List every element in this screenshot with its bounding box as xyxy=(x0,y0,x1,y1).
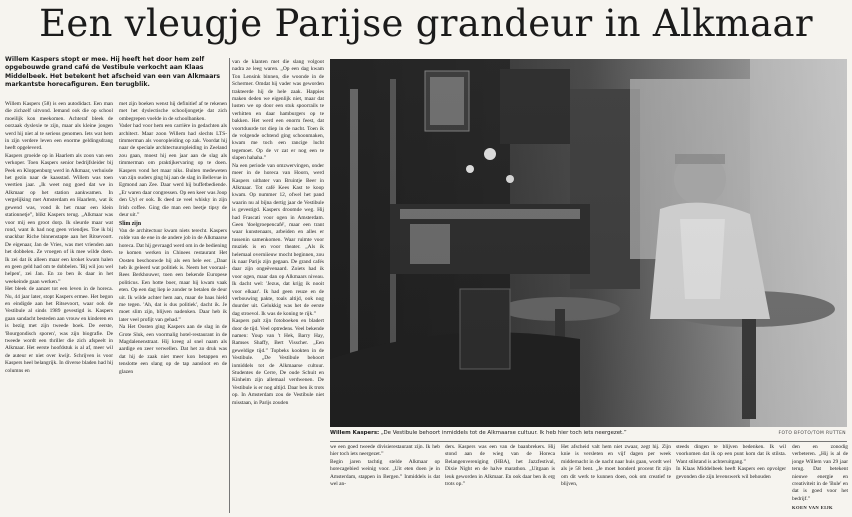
photo-credit: FOTO BFOTO/TOM RUTTEN xyxy=(778,431,846,436)
caption-quote: „De Vestibule behoort inmiddels tot de Alkmaarse cultuur. Ik heb hier toch iets neergezet.” xyxy=(379,430,627,436)
paragraph: steeds dingen te blijven bedenken. Ik wil voorkomen dat ik op een punt kom dat ik stilsta. Want stilstand is achteruitgang.” xyxy=(676,444,786,465)
article-column-6 xyxy=(445,444,555,514)
cafe-interior-photo xyxy=(330,59,847,427)
paragraph: Na een periode van omzwervingen, onder meer in de horeca van Hoorn, werd Kaspers uitbater van Bruintje Beer in Alkmaar. Tot café Kees Kast te koop kwam. Op nummer 12, ofwel het pand waarin nu al bijna dertig jaar de Vestibule is gevestigd. Kaspers droomde weg. Hij had Frascati voor ogen in Amsterdam. Geen 'doelgroepencafé', maar een trant waar kunstenaars, arbeiden en alles er tussenin samenkomen. Waar ruimte voor muziek is en voor theater. „Als ik helemaal overniieuw mocht beginnen, zou ik naar Parijs zijn gegaan. De grand cafés daar zijn ongeëvenaard. Zoiets had ik voor ogen, maar dan op Alkmaars niveau. Ik dacht wel: 'Jezus, dat krijg ik nooit voor elkaar'. Ik had geen reuze en de verbouwing pakte, toals altijd, ook nog duurder uit. Gelukkig was het de eerste dag stroevol. Ik was de koning te rijk.” xyxy=(232,162,324,317)
paragraph: Kaspers groeide op in Haarlem als zoon van een verkoper. Toen Kaspers senior bedrijfsleider bij Peek en Kloppenburg werd in Alkmaar, verhuisde het gezin naar de kaasstad. Willem was toen veertien jaar. „Ik weet nog goed dat we in Alkmaar op het station aankwamen. In vergelijking met Amsterdam en Haarlem, wat ik gewend was, vond ik het maar een klein stationnetje”, blikt Kaspers terug. „Alkmaar was voor mij een groot dorp. Ik sleurde maar wat rond, want ik had nog geen vriendjes. Toe ik bij snackbar Riche binnenstapte aan het Ritsevoort. De eigenaar, Jan de Vries, was met vrienden aan het dobbelen. Ze vroegen of ik mee wilde doen. Ik zei dat ik alleen maar een kroket kwam halen en geen geld had om te dobbelen. 'Bij wil jou wel helpen', zei Jan. En zo ben ik daar in het weekeinde gaan werken.” xyxy=(5,152,113,285)
photo-caption xyxy=(330,430,750,437)
paragraph: we een goed tweede divisierestaurant zijn. Ik heb hier toch iets neergezet.” xyxy=(330,444,440,458)
byline: KOEN VAN EIJK xyxy=(792,505,834,511)
paragraph: met zijn boeken wenst hij definitief af te rekenen met het dyslectische schooljongetje dat zich ombegrepen voelde in de schoolbanken. xyxy=(119,101,227,122)
paragraph: In Klaas Middelbeek heeft Kaspers een opvolger gevonden die zijn levenswerk wil behouden xyxy=(676,466,786,480)
caption-rule xyxy=(330,441,847,442)
paragraph: Van de architectuur kwam niets terecht. Kaspers rolde van de ene in de andere job in de Alkmaarse horeca. Dat hij gevraagd werd om in de bediening te komen werken in Chinees restaurant Het Oosten beschouwde hij als een hele eer. „Daar heb ik geleerd wat politiek is. Neem het vooraal-Rees Berkhouwer, toen een bekende Europese politicus. Een hotte boer, maar hij kwam vaak eten. Op een dag liep ie zonder te betalen de deur uit. Ik wilde achter hem aan, maar de baas hield me tegen. 'Ah, dat is dus politiek', dacht ik. Je moet slim zijn, blijven nadenken. Daar heb ik later veel profijt van gehad.” xyxy=(119,227,227,323)
column-rule xyxy=(229,58,230,513)
subheading: Slim zijn xyxy=(119,220,142,227)
caption-name: Willem Kaspers: xyxy=(330,430,380,436)
article-column-1 xyxy=(5,101,113,513)
article-column-9 xyxy=(792,444,848,514)
article-column-3 xyxy=(232,59,324,513)
paragraph: Vader had voor hem een carrière in gedachten als architect. Maar zoon Willem had slechts LTS-timmerman als vooropleiding op zak. Voordat hij naar de speciale architectuuropleiding in Zeeland zou gaan, moest hij een jaar aan de slag als timmerman om praktijkervaring op te doen. Kaspers vond het maar niks. Buiten medeweten van zijn ouders ging hij aan de slag in Bellevue in Egmond aan Zee. Daar werd hij buffetbediende. „Er waren daar congressen. Op een keer was Joop den Uyl er ook. Ik deed ze veel whisky in zijn Irish coffee. Ging die man een beetje tipsy de deur uit.” xyxy=(119,123,227,219)
article-intro: Willem Kaspers stopt er mee. Hij heeft het door hem zelf opgebouwde grand café de Vestibule verkocht aan Klaas Middelbeek. Het betekent het afscheid van een van Alkmaars markantste horecafiguren. Een terugblik. xyxy=(5,56,221,89)
headline: Een vleugje Parijse grandeur in Alkmaar xyxy=(39,2,813,45)
paragraph: Na Het Oosten ging Kaspers aan de slag in de Grote Sluk, een voormalig hotel-restaurant in de Magdalenenstraat. Hij kreeg al snel naam als aardige en zeer verwellen. Dat het zo druk was dat hij de zaak niet meer kon betappen en tenslotte een slang op de tap aansloot en de glazen xyxy=(119,324,227,375)
paragraph: den en zonodig verbeteren. „Hij is al de jonge Willem van 29 jaar terug. Dat betekent nieuwe energie en creativiteit in de 'Bule' en dat is goed voor het bedrijf.” xyxy=(792,444,848,502)
article-photo xyxy=(330,59,847,427)
article-column-7 xyxy=(561,444,671,514)
paragraph: van de klanten met die slang volgoot nadra ze leeg waren. „Op een dag kwam Ton Lensink binnen, die woonde in de Schermer. Omdat hij vader was geworden trakteerde hij de hele zaak. Happies maken deden we eigenlijk niet, maar dat lusten we op door een stuk spoorrails te verhitten en daar hamburgers op te bakken. Het werd een enorm feest, dat voortduurde tot diep in de nacht. Toen ik de volgende ochtend ging schoonmaken, kwam me toch een rancige lucht tegemoet. Op de vr zat er nog een te slapen hahaha.” xyxy=(232,59,324,162)
article-column-8 xyxy=(676,444,786,514)
paragraph: Willem Kaspers (58) is een autodidact. Een man die zichzelf uitvond. Iemand ook die op school moeilijk kon meekomen. Achteraf bleek de oorzaak dyslexie te zijn, maar als kleine jongen werd hij niet al te serieus genomen. Iets wat hem in zijn verdere leven een enorme geldingsdrang heeft opgeleverd. xyxy=(5,101,113,152)
paragraph: Het bleek de aanzet tot een leven in de horeca. Nu, 44 jaar later, stopt Kaspers ermee. Het begon en eindigde aan het Ritsevoort, waar ook de Vestibule al sinds 1989 gevestigd is. Kaspers gaan sandacht besteden aan vrouw en kinderen en is bezig met zijn tweede boek. De eerste, 'Bourgondisch sporen', was zijn biografie. De tweede wordt een thriller die zich afspeelt in Alkmaar. Het eerste hoofdstuk is al af, meer wil de auteur er niet over kwijt. Schrijven is voor Kaspers heel belangrijk. In diverse bladen had hij columns en xyxy=(5,286,113,374)
paragraph: ders. Kaspers was een van de baanbrekers. Hij stond aan de wieg van de Horeca Belangenvereniging (HBA), het Jazzfestival, Dixie Night en de halve marathon. „Uitgaan is leuk geworden in Alkmaar. En ook daar ben ik erg trots op.” xyxy=(445,444,555,488)
paragraph: Begin jaren tachtig stelde Alkmaar op horecagebied weinig voor. „Uit eten doen je in Amsterdam, stappen in Bergen.” Inmiddels is dat wel an- xyxy=(330,458,440,488)
article-column-2 xyxy=(119,101,227,513)
paragraph: Het afscheid valt hem niet zwaar, zegt hij. Zijn knie is versleten en vijf dagen per week middernacht in de nacht naar huis gaan, wordt wel als je 58 bent. „Je moet honderd procent fit zijn om dit werk te kunnen doen, ook om creatief te blijven, xyxy=(561,444,671,488)
article-column-5 xyxy=(330,444,440,514)
paragraph: Kaspers palt zijn fotoboeken en bladert door de tijd. Veel optredens. Veel bekende namen: Youp van 't Hek, Barry Hay, Ramses Shaffy, Bert Visscher. „Een geweldige tijd.” Topbeks kookten in de Vestibule. „De Vestibule behoort inmiddels tot de Alkmaarse cultuur. Studentes de Cerre, De oude Schuit en Kinheim zijn allemaal verdwenen. De Vestibule is er nog altijd. Daar ben ik trots op. In Amsterdam zou de Vestibule niet misstaan, in Parijs zouden xyxy=(232,318,324,406)
